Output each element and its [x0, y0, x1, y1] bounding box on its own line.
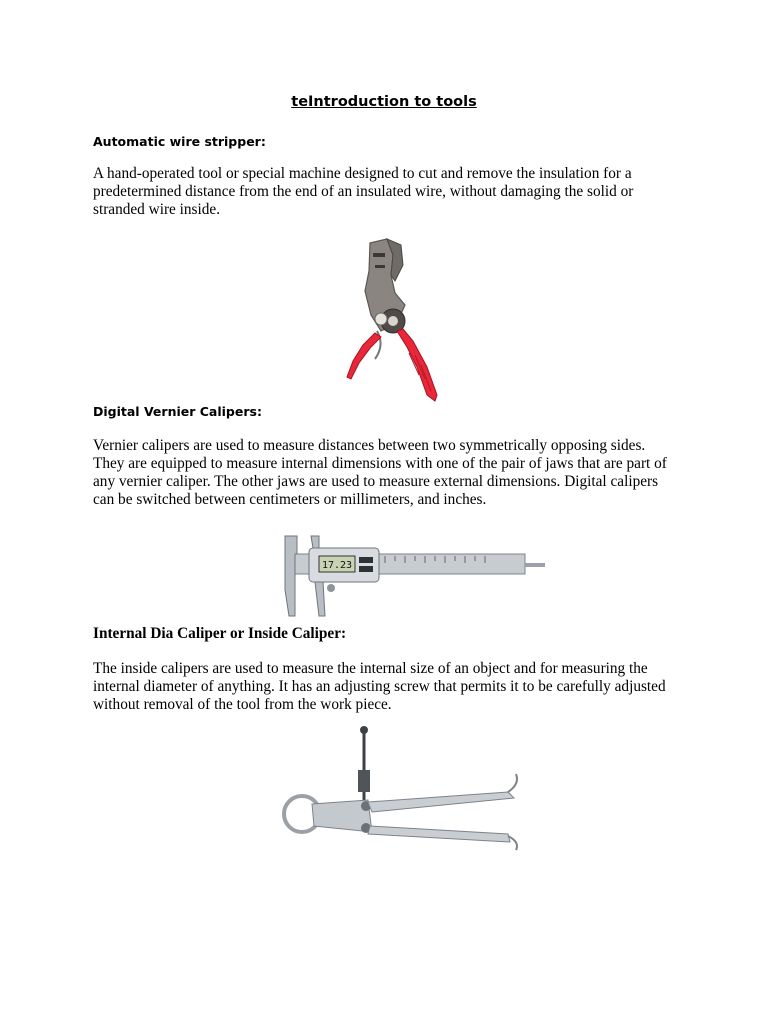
text-line: The inside calipers are used to measure the internal size of an object and for measuring the [93, 660, 648, 677]
page-title: teIntroduction to tools [291, 94, 477, 110]
text-line: any vernier caliper. The other jaws are used to measure external dimensions. Digital calipers [93, 473, 659, 490]
inside-caliper-image [272, 722, 532, 872]
text-line: without removal of the tool from the work piece. [93, 696, 392, 713]
display-reading: 17.23 [321, 560, 353, 571]
text-line: predetermined distance from the end of an insulated wire, without damaging the solid or [93, 183, 634, 200]
text-line: stranded wire inside. [93, 201, 221, 218]
text-line: They are equipped to measure internal dimensions with one of the pair of jaws that are part of [93, 455, 667, 472]
text-line: can be switched between centimeters or millimeters, and inches. [93, 491, 487, 508]
text-line: internal diameter of anything. It has an adjusting screw that permits it to be carefully adjusted [93, 678, 666, 695]
section-heading-wire-stripper: Automatic wire stripper: [93, 134, 266, 149]
text-line: Vernier calipers are used to measure distances between two symmetrically opposing sides. [93, 437, 646, 454]
text-line: A hand-operated tool or special machine designed to cut and remove the insulation for a [93, 165, 632, 182]
section-body-vernier [93, 437, 693, 509]
wire-stripper-image [335, 235, 445, 405]
section-body-inside-caliper [93, 660, 693, 714]
section-heading-inside-caliper: Internal Dia Caliper or Inside Caliper: [93, 625, 347, 642]
digital-vernier-caliper-image [275, 530, 550, 620]
section-body-wire-stripper [93, 165, 693, 219]
section-heading-vernier: Digital Vernier Calipers: [93, 404, 262, 419]
